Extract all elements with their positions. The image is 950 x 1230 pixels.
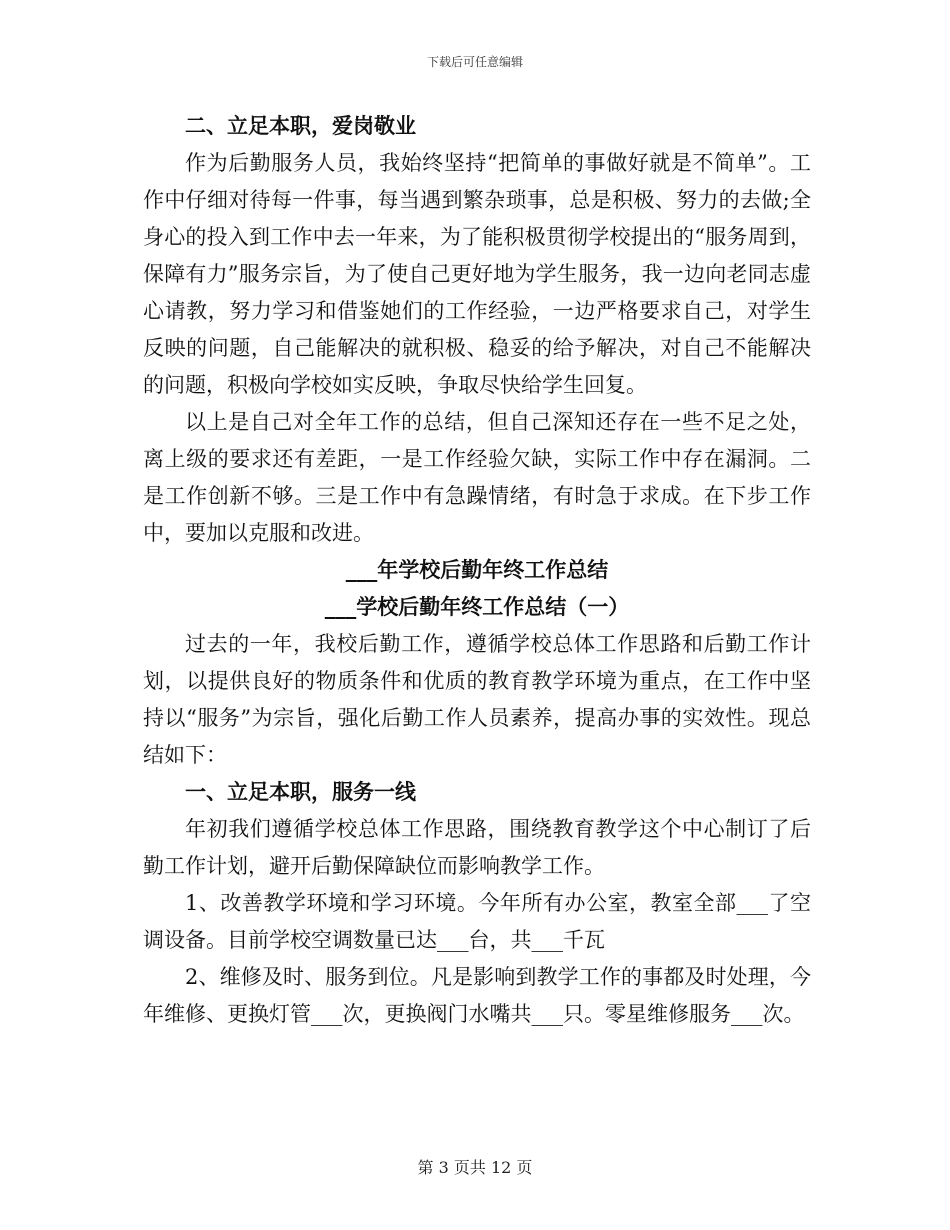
paragraph: 作为后勤服务人员，我始终坚持“把简单的事做好就是不简单”。工作中仔细对待每一件事，每当遇到繁杂琐事，总是积极、努力的去做;全身心的投入到工作中去一年来，为了能积极贯彻学校提出的“服务周到，保障有力”服务宗旨，为了使自己更好地为学生服务，我一边向老同志虚心请教，努力学习和借鉴她们的工作经验，一边严格要求自己，对学生反映的问题，自己能解决的就积极、稳妥的给予解决，对自己不能解决的问题，积极向学校如实反映，争取尽快给学生回复。 bbox=[143, 151, 811, 397]
paragraph: 以上是自己对全年工作的总结，但自己深知还存在一些不足之处，离上级的要求还有差距，一是工作经验欠缺，实际工作中存在漏洞。二是工作创新不够。三是工作中有急躁情绪，有时急于求成。在下步工作中，要加以克服和改进。 bbox=[143, 410, 811, 545]
paragraph: 1、改善教学环境和学习环境。今年所有办公室，教室全部___了空调设备。目前学校空调数量已达___台，共___千瓦 bbox=[143, 891, 811, 952]
document-title: ___年学校后勤年终工作总结 bbox=[345, 558, 609, 582]
document-subtitle: ___学校后勤年终工作总结（一） bbox=[324, 595, 630, 619]
page-footer: 第 3 页共 12 页 bbox=[417, 1158, 533, 1177]
section-heading: 二、立足本职，爱岗敬业 bbox=[185, 114, 416, 138]
page-header: 下载后可任意编辑 bbox=[426, 55, 523, 69]
paragraph: 2、维修及时、服务到位。凡是影响到教学工作的事都及时处理，今年维修、更换灯管___次，更换阀门水嘴共___只。零星维修服务___次。 bbox=[143, 965, 811, 1026]
document-body bbox=[143, 108, 811, 1033]
section-heading: 一、立足本职，服务一线 bbox=[185, 780, 416, 804]
paragraph: 年初我们遵循学校总体工作思路，围绕教育教学这个中心制订了后勤工作计划，避开后勤保障缺位而影响教学工作。 bbox=[143, 817, 811, 878]
paragraph: 过去的一年，我校后勤工作，遵循学校总体工作思路和后勤工作计划，以提供良好的物质条件和优质的教育教学环境为重点，在工作中坚持以“服务”为宗旨，强化后勤工作人员素养，提高办事的实效性。现总结如下： bbox=[143, 632, 811, 767]
